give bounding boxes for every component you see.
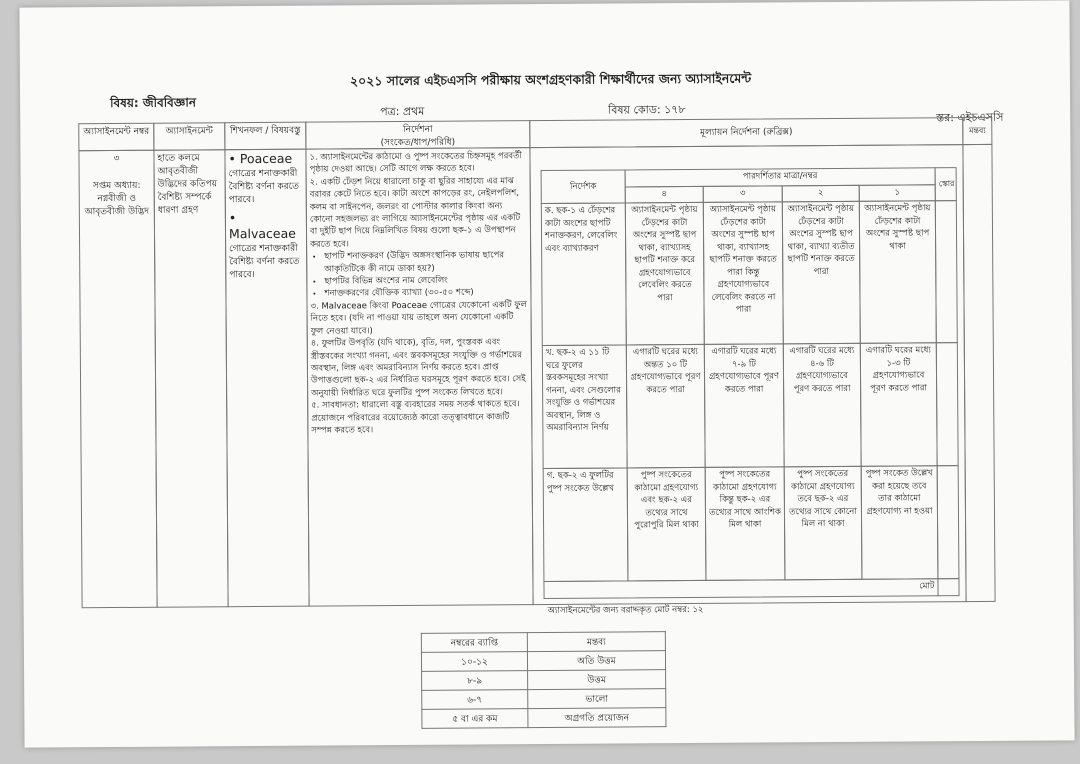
subject-label: বিষয়: জীববিজ্ঞান <box>110 95 197 111</box>
rubric-level-cell: অ্যাসাইনমেন্ট পৃষ্ঠায় ঢেঁড়শের কাটা অংশের সুস্পষ্ট ছাপ থাকা, ব্যাখ্যাসহ ছাপটি শনাক্ত করে গ্রহণযোগ্যভাবে লেবেলিং করতে পারা <box>625 202 705 346</box>
rubric-level-cell: অ্যাসাইনমেন্ট পৃষ্ঠায় ঢেঁড়শের কাটা অংশের সুস্পষ্ট ছাপ থাকা <box>859 200 937 344</box>
rubric-level-cell: এগারটি ঘরের মধ্যে ১-৩ টি গ্রহণযোগ্যভাবে পূরণ করতে পারা <box>860 342 938 467</box>
rubric-score-2: ২ <box>782 185 860 203</box>
instruction-step: ৫. সাবধানতা: ধারালো বস্তু ব্যবহারের সময় সতর্ক থাকতে হবে। প্রয়োজনে পরিবারের বয়োজ্যেষ্ঠ কারো তত্ত্বাবধানে কাজটি সম্পন্ন করতে হবে। <box>311 399 520 436</box>
col-header-instructions <box>305 120 530 150</box>
rubric-score-3: ৩ <box>703 185 783 203</box>
rubric-level-cell: এগারটি ঘরের মধ্যে ৪-৬ টি গ্রহণযোগ্যভাবে পূরণ করতে পারা <box>783 343 862 468</box>
grade-table-header <box>421 632 665 653</box>
grade-range: ৮-৯ <box>422 671 528 691</box>
rubric-level-cell: পুষ্প সংকেতের কাঠামো গ্রহণযোগ্য এবং ছক-২ এর তথ্যের সাথে পুরোপুরি মিল থাকা <box>627 467 707 582</box>
instruction-step: ৪. ফুলটির উপবৃতি (যদি থাকে), বৃতি, দল, পুংস্তবক এবং স্ত্রীস্তবকের সংখ্যা গননা, এবং স্তবকসমূহের সংযুক্তি ও গর্ভাশয়ের অবস্থান, লিঙ্গ এবং অমরাবিন্যাস নির্ণয় করতে হবে। প্রাপ্ত উপাত্তগুলো ছক-২ এর নির্ধারিত ঘরসমূহে পূরণ করতে হবে। সেই অনুযায়ী নির্ধারিত ঘরে ফুলটির পুষ্প সংকেত লিখতে হবে। <box>310 337 526 399</box>
instruction-bullet: • শনাক্তকরণের যৌক্তিক ব্যাখ্যা (৩০-৫০ শব্দে) <box>324 287 527 301</box>
rubric-indicator-header: নির্দেশক <box>541 169 626 204</box>
rubric-level-cell: এগারটি ঘরের মধ্যে ৭-৯ টি গ্রহণযোগ্যভাবে পূরণ করতে পারা <box>704 343 785 468</box>
table-row <box>422 689 666 710</box>
rubric-level-cell: পুষ্প সংকেতের কাঠামো গ্রহণযোগ্য কিন্তু ছক-২ এর তথ্যের সাথে আংশিক মিল থাকা <box>705 466 786 581</box>
learning-outcome-cell <box>224 149 309 608</box>
rubric-indicator-c: গ. ছক-২ এ ফুলটির পুষ্প সংকেত উল্লেখ <box>543 467 629 582</box>
rubric-score-cell <box>935 200 958 343</box>
assignment-cell: হাতে কলমে আবৃতবীজী উদ্ভিদের কতিপয় বৈশিষ্ট্য সম্পর্কে ধারণা গ্রহণ <box>153 149 228 607</box>
grade-remark: উত্তম <box>528 670 666 690</box>
grade-remark: অগ্রগতি প্রয়োজন <box>528 708 666 728</box>
grade-remark: অতি উত্তম <box>527 651 665 671</box>
rubric-indicator-b: খ. ছক-২ এ ১১ টি ঘরে ফুলের স্তবকসমূহের সংখ্যা গননা, এবং সেগুলোর সংযুক্তি ও গর্ভাশয়ের অবস্থান, লিঙ্গ ও অমরাবিন্যাস নির্ণয় <box>542 344 628 469</box>
outcome-bullet: • <box>228 210 237 226</box>
col-header-remarks: মন্তব্য <box>962 117 992 145</box>
outcome-bullet: • <box>228 151 240 167</box>
rubric-level-cell: এগারটি ঘরের মধ্যে অন্তত ১০ টি গ্রহণযোগ্যভাবে পূরণ করতে পারা <box>626 344 706 469</box>
instructions-cell <box>305 147 533 607</box>
col-header-assignment-no: অ্যাসাইনমেন্ট নম্বর <box>78 123 154 152</box>
grade-range: ১০-১২ <box>421 652 527 672</box>
col-header-rubric: মূল্যায়ন নির্দেশনা (রুব্রিক্স) <box>529 117 963 148</box>
outcome-text: গোত্রের শনাক্তকারী বৈশিষ্ট্য বর্ণনা করতে পারবে। <box>229 243 300 281</box>
table-row <box>421 651 665 672</box>
rubric-indicator-a: ক. ছক-১ এ ঢেঁড়শের কাটা অংশের ছাপটি শনাক্তকরণ, লেবেলিং এবং ব্যাখ্যাকরণ <box>541 202 627 346</box>
rubric-level-cell: অ্যাসাইনমেন্ট পৃষ্ঠায় ঢেঁড়শের কাটা অংশের সুস্পষ্ট ছাপ থাকা, ব্যাখ্যা ব্যতীত ছাপটি শনাক্ত করতে পারা <box>782 201 861 345</box>
grade-range: ৬-৭ <box>422 690 528 710</box>
grade-range: ৫ বা এর কম <box>422 709 528 729</box>
grade-header-remark: মন্তব্য <box>527 632 665 652</box>
remarks-cell <box>962 144 995 602</box>
rubric-total-label: মোট <box>543 578 938 599</box>
rubric-level-cell: অ্যাসাইনমেন্ট পৃষ্ঠায় ঢেঁড়শের কাটা অংশের সুস্পষ্ট ছাপ থাকা, ব্যাখ্যাসহ ছাপটি শনাক্ত করতে পারা কিন্তু গ্রহণযোগ্যভাবে লেবেলিং করতে না পারা <box>703 201 784 345</box>
instruction-step: ১. অ্যাসাইনমেন্টের কাঠামো ও পুষ্প সংকেতের চিহ্নসমূহ পরবর্তী পৃষ্ঠায় দেওয়া আছে। সেটি আগে লক্ষ করতে হবে। <box>309 151 522 176</box>
col-header-learning-outcome: শিখনফল / বিষয়বস্তু <box>224 122 306 151</box>
grade-table <box>421 631 667 729</box>
outcome-text: গোত্রের শনাক্তকারী বৈশিষ্ট্য বর্ণনা করতে পারবে। <box>228 168 300 206</box>
rubric-score-1: ১ <box>859 184 936 202</box>
level-label: স্তর: এইচএসসি <box>936 110 1004 125</box>
document-page <box>19 0 1074 747</box>
rubric-score-header: স্কোর <box>935 167 957 201</box>
instruction-bullet: • ছাপটির বিভিন্ন অংশের নাম লেবেলিং <box>324 274 527 288</box>
assignment-number-cell <box>78 150 157 609</box>
outcome-item <box>228 152 302 208</box>
grade-header-range: নম্বরের ব্যাপ্তি <box>421 633 527 653</box>
paper-label: পত্র: প্রথম <box>380 104 425 119</box>
chapter-title: সপ্তম অধ্যায়: নগ্নবীজী ও আবৃতবীজী উদ্ভিদ <box>84 180 150 218</box>
family-name: Poaceae <box>239 150 293 167</box>
rubric-level-cell: পুষ্প সংকেত উল্লেখ করা হয়েছে তবে তার কাঠামো গ্রহণযোগ্য না হওয়া <box>861 465 939 580</box>
rubric-score-4: ৪ <box>625 186 704 204</box>
subject-code-label: বিষয় কোড: ১৭৮ <box>608 103 686 117</box>
table-row <box>422 670 666 691</box>
col-header-assignment: অ্যাসাইনমেন্ট <box>153 122 225 151</box>
allocated-marks: অ্যাসাইনমেন্টের জন্য বরাদ্দকৃত মোট নম্বর: ১২ <box>547 604 704 617</box>
table-row <box>422 708 666 729</box>
rubric-score-cell <box>936 342 959 466</box>
assignment-number: ৩ <box>113 153 120 165</box>
rubric-level-cell: পুষ্প সংকেতের কাঠামো গ্রহণযোগ্য তবে ছক-২ এর তথ্যের সাথে কোনো মিল না থাকা <box>784 466 863 581</box>
instructions-header: নির্দেশনা <box>402 124 433 135</box>
grade-remark: ভালো <box>528 689 666 709</box>
rubric-score-cell <box>937 465 960 579</box>
outcome-item <box>229 211 303 283</box>
rubric-level-header: পারদর্শিতার মাত্রা/নম্বর <box>625 167 936 187</box>
instruction-step: ২. একটি ঢেঁড়শ নিয়ে ধারালো চাকু বা ছুরির সাহায্যে এর মাঝ বরাবর কেটে নিতে হবে। কাটা অংশে কাপড়ের রং, নেইলপলিশ, কলম বা সাইনপেন, জলরং বা পোস্টার কালার কিংবা অন্য কোনো সহজলভ্য রং লাগিয়ে অ্যাসাইনমেন্টের পৃষ্ঠায় এর একটি বা দুইটি ছাপ দিয়ে নিম্নলিখিত বিষয় গুলো ছক-১ এ উপস্থাপন করতে হবে। <box>309 176 521 250</box>
family-name: Malvaceae <box>228 225 296 242</box>
page-title: ২০২১ সালের এইচএসসি পরীক্ষায় অংশগ্রহণকারী শিক্ষার্থীদের জন্য অ্যাসাইনমেন্ট <box>349 70 752 89</box>
rubric-total-cell <box>937 578 959 596</box>
instructions-subheader: (সংকেত/ধাপ/পরিধি) <box>380 137 456 149</box>
instruction-bullet: • ছাপটি শনাক্তকরণ (উদ্ভিদ অঙ্গসংস্থানিক ভাষায় ছাপের আকৃতিটিকে কী নামে ডাকা হয়?) <box>324 249 527 275</box>
instruction-step: ৩. Malvaceae কিংবা Poaceae গোত্রের যেকোনো একটি ফুল নিতে হবে। (যদি না পাওয়া যায় তাহলে অন্য যেকোনো একটি ফুল নেওয়া যাবে।) <box>310 300 527 337</box>
